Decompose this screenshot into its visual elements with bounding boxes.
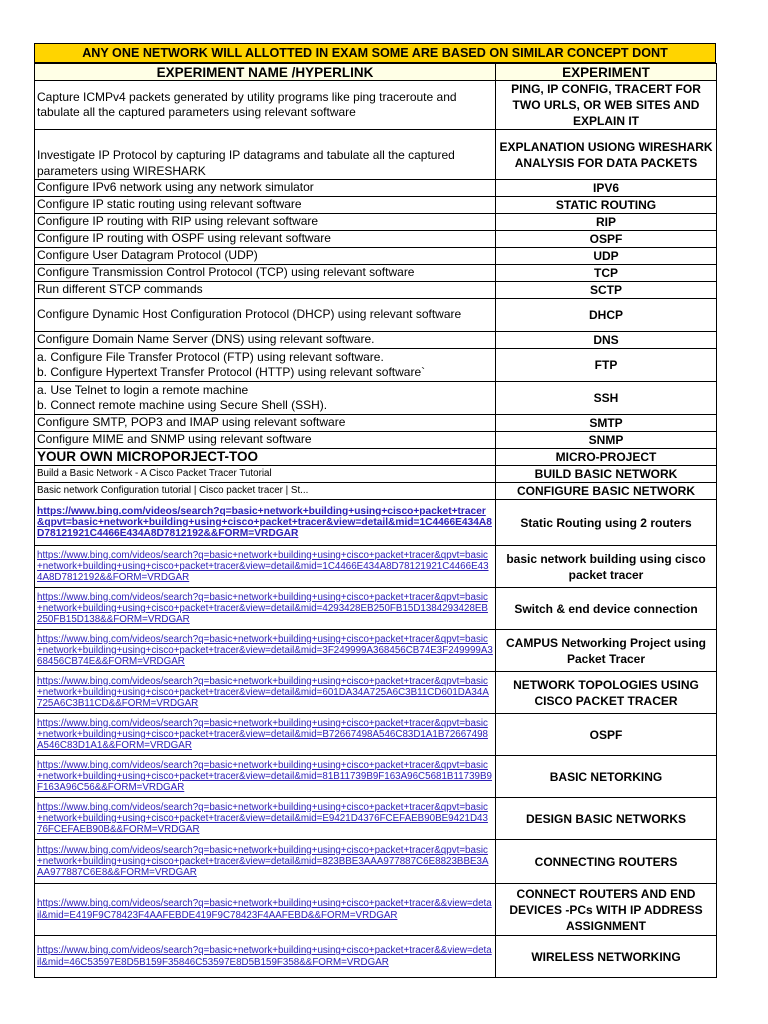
table-row <box>35 299 717 332</box>
experiment-cell: SMTP <box>496 415 717 432</box>
experiment-cell: CONFIGURE BASIC NETWORK <box>496 483 717 500</box>
experiment-cell: RIP <box>496 214 717 231</box>
experiment-cell: DESIGN BASIC NETWORKS <box>496 798 717 840</box>
table-row <box>35 265 717 282</box>
experiment-name-cell: Configure MIME and SNMP using relevant software <box>35 432 496 449</box>
experiment-cell: BUILD BASIC NETWORK <box>496 466 717 483</box>
table-row <box>35 214 717 231</box>
experiment-cell: MICRO-PROJECT <box>496 449 717 466</box>
experiment-cell: STATIC ROUTING <box>496 197 717 214</box>
video-link[interactable]: https://www.bing.com/videos/search?q=basic+network+building+using+cisco+packet+tracer&qpvt=basic+network+building+using+cisco+packet+tracer&view=detail&mid=1C4466E434A8D78121921C4466E434A8D7812192&&FORM=VRDGAR <box>35 500 496 546</box>
experiment-cell: OSPF <box>496 231 717 248</box>
experiment-cell: CONNECT ROUTERS AND END DEVICES -PCs WITH IP ADDRESS ASSIGNMENT <box>496 884 717 936</box>
table-row <box>35 500 717 546</box>
video-link[interactable]: https://www.bing.com/videos/search?q=basic+network+building+using+cisco+packet+tracer&qpvt=basic+network+building+using+cisco+packet+tracer&view=detail&mid=601DA34A725A6C3B11CD601DA34A725A6C3B11CD&&FORM=VRDGAR <box>35 672 496 714</box>
video-link[interactable]: https://www.bing.com/videos/search?q=basic+network+building+using+cisco+packet+tracer&&view=detail&mid=46C53597E8D5B159F35846C53597E8D5B159F358&&FORM=VRDGAR <box>35 936 496 978</box>
experiment-name-cell: Configure IP routing with OSPF using relevant software <box>35 231 496 248</box>
experiment-cell: SCTP <box>496 282 717 299</box>
table-row <box>35 382 717 415</box>
spreadsheet <box>34 43 716 978</box>
experiment-cell: EXPLANATION USIONG WIRESHARK ANALYSIS FOR DATA PACKETS <box>496 130 717 180</box>
table-row <box>35 884 717 936</box>
table-row <box>35 432 717 449</box>
table-row <box>35 130 717 180</box>
table-row <box>35 282 717 299</box>
table-row <box>35 630 717 672</box>
table-row <box>35 466 717 483</box>
video-link[interactable]: https://www.bing.com/videos/search?q=basic+network+building+using+cisco+packet+tracer&qpvt=basic+network+building+using+cisco+packet+tracer&view=detail&mid=823BBE3AAA977887C6E8823BBE3AAA977887C6E8&&FORM=VRDGAR <box>35 840 496 884</box>
experiment-name-cell: Configure IP static routing using relevant software <box>35 197 496 214</box>
experiment-cell: SNMP <box>496 432 717 449</box>
video-title-cell: Basic network Configuration tutorial | Cisco packet tracer | St... <box>35 483 496 500</box>
experiment-name-cell: Investigate IP Protocol by capturing IP datagrams and tabulate all the captured parameters using WIRESHARK <box>35 130 496 180</box>
experiment-name-cell: Configure Domain Name Server (DNS) using relevant software. <box>35 332 496 349</box>
table-row <box>35 840 717 884</box>
video-link[interactable]: https://www.bing.com/videos/search?q=basic+network+building+using+cisco+packet+tracer&qpvt=basic+network+building+using+cisco+packet+tracer&view=detail&mid=4293428EB250FB15D1384293428EB250FB15D138&&FORM=VRDGAR <box>35 588 496 630</box>
video-link[interactable]: https://www.bing.com/videos/search?q=basic+network+building+using+cisco+packet+tracer&qpvt=basic+network+building+using+cisco+packet+tracer&view=detail&mid=B72667498A546C83D1A1B72667498A546C83D1A1&&FORM=VRDGAR <box>35 714 496 756</box>
experiment-cell: basic network building using cisco packet tracer <box>496 546 717 588</box>
exam-notice-banner: ANY ONE NETWORK WILL ALLOTTED IN EXAM SOME ARE BASED ON SIMILAR CONCEPT DONT <box>34 43 716 63</box>
experiment-cell: DNS <box>496 332 717 349</box>
ftp-line: a. Configure File Transfer Protocol (FTP) using relevant software. <box>37 349 384 364</box>
table-row <box>35 546 717 588</box>
header-row <box>35 64 717 81</box>
table-row <box>35 81 717 130</box>
experiment-name-cell: Configure Transmission Control Protocol (TCP) using relevant software <box>35 265 496 282</box>
video-link[interactable]: https://www.bing.com/videos/search?q=basic+network+building+using+cisco+packet+tracer&&view=detail&mid=E419F9C78423F4AAFEBDE419F9C78423F4AAFEBD&&FORM=VRDGAR <box>35 884 496 936</box>
table-row <box>35 483 717 500</box>
video-link[interactable]: https://www.bing.com/videos/search?q=basic+network+building+using+cisco+packet+tracer&qpvt=basic+network+building+using+cisco+packet+tracer&view=detail&mid=3F249999A368456CB74E3F249999A368456CB74E&&FORM=VRDGAR <box>35 630 496 672</box>
table-row <box>35 936 717 978</box>
experiment-cell: Static Routing using 2 routers <box>496 500 717 546</box>
table-row <box>35 714 717 756</box>
experiment-name-cell: Configure User Datagram Protocol (UDP) <box>35 248 496 265</box>
experiment-name-cell: Configure Dynamic Host Configuration Protocol (DHCP) using relevant software <box>35 299 496 332</box>
table-row <box>35 449 717 466</box>
microproject-cell: YOUR OWN MICROPORJECT-TOO <box>35 449 496 466</box>
video-link[interactable]: https://www.bing.com/videos/search?q=basic+network+building+using+cisco+packet+tracer&qpvt=basic+network+building+using+cisco+packet+tracer&view=detail&mid=1C4466E434A8D78121921C4466E434A8D7812192&&FORM=VRDGAR <box>35 546 496 588</box>
video-link[interactable]: https://www.bing.com/videos/search?q=basic+network+building+using+cisco+packet+tracer&qpvt=basic+network+building+using+cisco+packet+tracer&view=detail&mid=E9421D4376FCEFAEB90BE9421D4376FCEFAEB90B&&FORM=VRDGAR <box>35 798 496 840</box>
video-link[interactable]: https://www.bing.com/videos/search?q=basic+network+building+using+cisco+packet+tracer&qpvt=basic+network+building+using+cisco+packet+tracer&view=detail&mid=81B11739B9F163A96C5681B11739B9F163A96C56&&FORM=VRDGAR <box>35 756 496 798</box>
experiment-name-cell: Run different STCP commands <box>35 282 496 299</box>
telnet-line: a. Use Telnet to login a remote machine <box>37 382 249 397</box>
header-experiment-name: EXPERIMENT NAME /HYPERLINK <box>35 64 496 81</box>
experiment-name-cell <box>35 349 496 382</box>
video-title-cell: Build a Basic Network - A Cisco Packet Tracer Tutorial <box>35 466 496 483</box>
table-row <box>35 332 717 349</box>
experiment-cell: NETWORK TOPOLOGIES USING CISCO PACKET TRACER <box>496 672 717 714</box>
http-line: b. Configure Hypertext Transfer Protocol (HTTP) using relevant software` <box>37 365 426 379</box>
table-row <box>35 756 717 798</box>
experiment-name-cell: Configure IP routing with RIP using relevant software <box>35 214 496 231</box>
experiment-cell: OSPF <box>496 714 717 756</box>
experiment-cell: TCP <box>496 265 717 282</box>
experiment-cell: Switch & end device connection <box>496 588 717 630</box>
experiment-name-cell: Configure SMTP, POP3 and IMAP using relevant software <box>35 415 496 432</box>
table-row <box>35 197 717 214</box>
table-row <box>35 231 717 248</box>
experiment-cell: DHCP <box>496 299 717 332</box>
experiment-cell: BASIC NETORKING <box>496 756 717 798</box>
table-row <box>35 588 717 630</box>
experiment-cell: WIRELESS NETWORKING <box>496 936 717 978</box>
table-row <box>35 349 717 382</box>
header-experiment: EXPERIMENT <box>496 64 717 81</box>
table-row <box>35 248 717 265</box>
experiment-name-cell: Configure IPv6 network using any network simulator <box>35 180 496 197</box>
experiment-name-cell: Capture ICMPv4 packets generated by utility programs like ping traceroute and tabulate all the captured parameters using relevant software <box>35 81 496 130</box>
table-row <box>35 415 717 432</box>
experiment-cell: CAMPUS Networking Project using Packet Tracer <box>496 630 717 672</box>
table-row <box>35 672 717 714</box>
experiment-cell: SSH <box>496 382 717 415</box>
table-row <box>35 180 717 197</box>
experiment-cell: UDP <box>496 248 717 265</box>
experiment-cell: FTP <box>496 349 717 382</box>
experiment-table <box>34 63 717 978</box>
experiment-name-cell <box>35 382 496 415</box>
ssh-line: b. Connect remote machine using Secure Shell (SSH). <box>37 398 328 412</box>
experiment-cell: IPV6 <box>496 180 717 197</box>
experiment-cell: CONNECTING ROUTERS <box>496 840 717 884</box>
experiment-cell: PING, IP CONFIG, TRACERT FOR TWO URLS, OR WEB SITES AND EXPLAIN IT <box>496 81 717 130</box>
table-row <box>35 798 717 840</box>
